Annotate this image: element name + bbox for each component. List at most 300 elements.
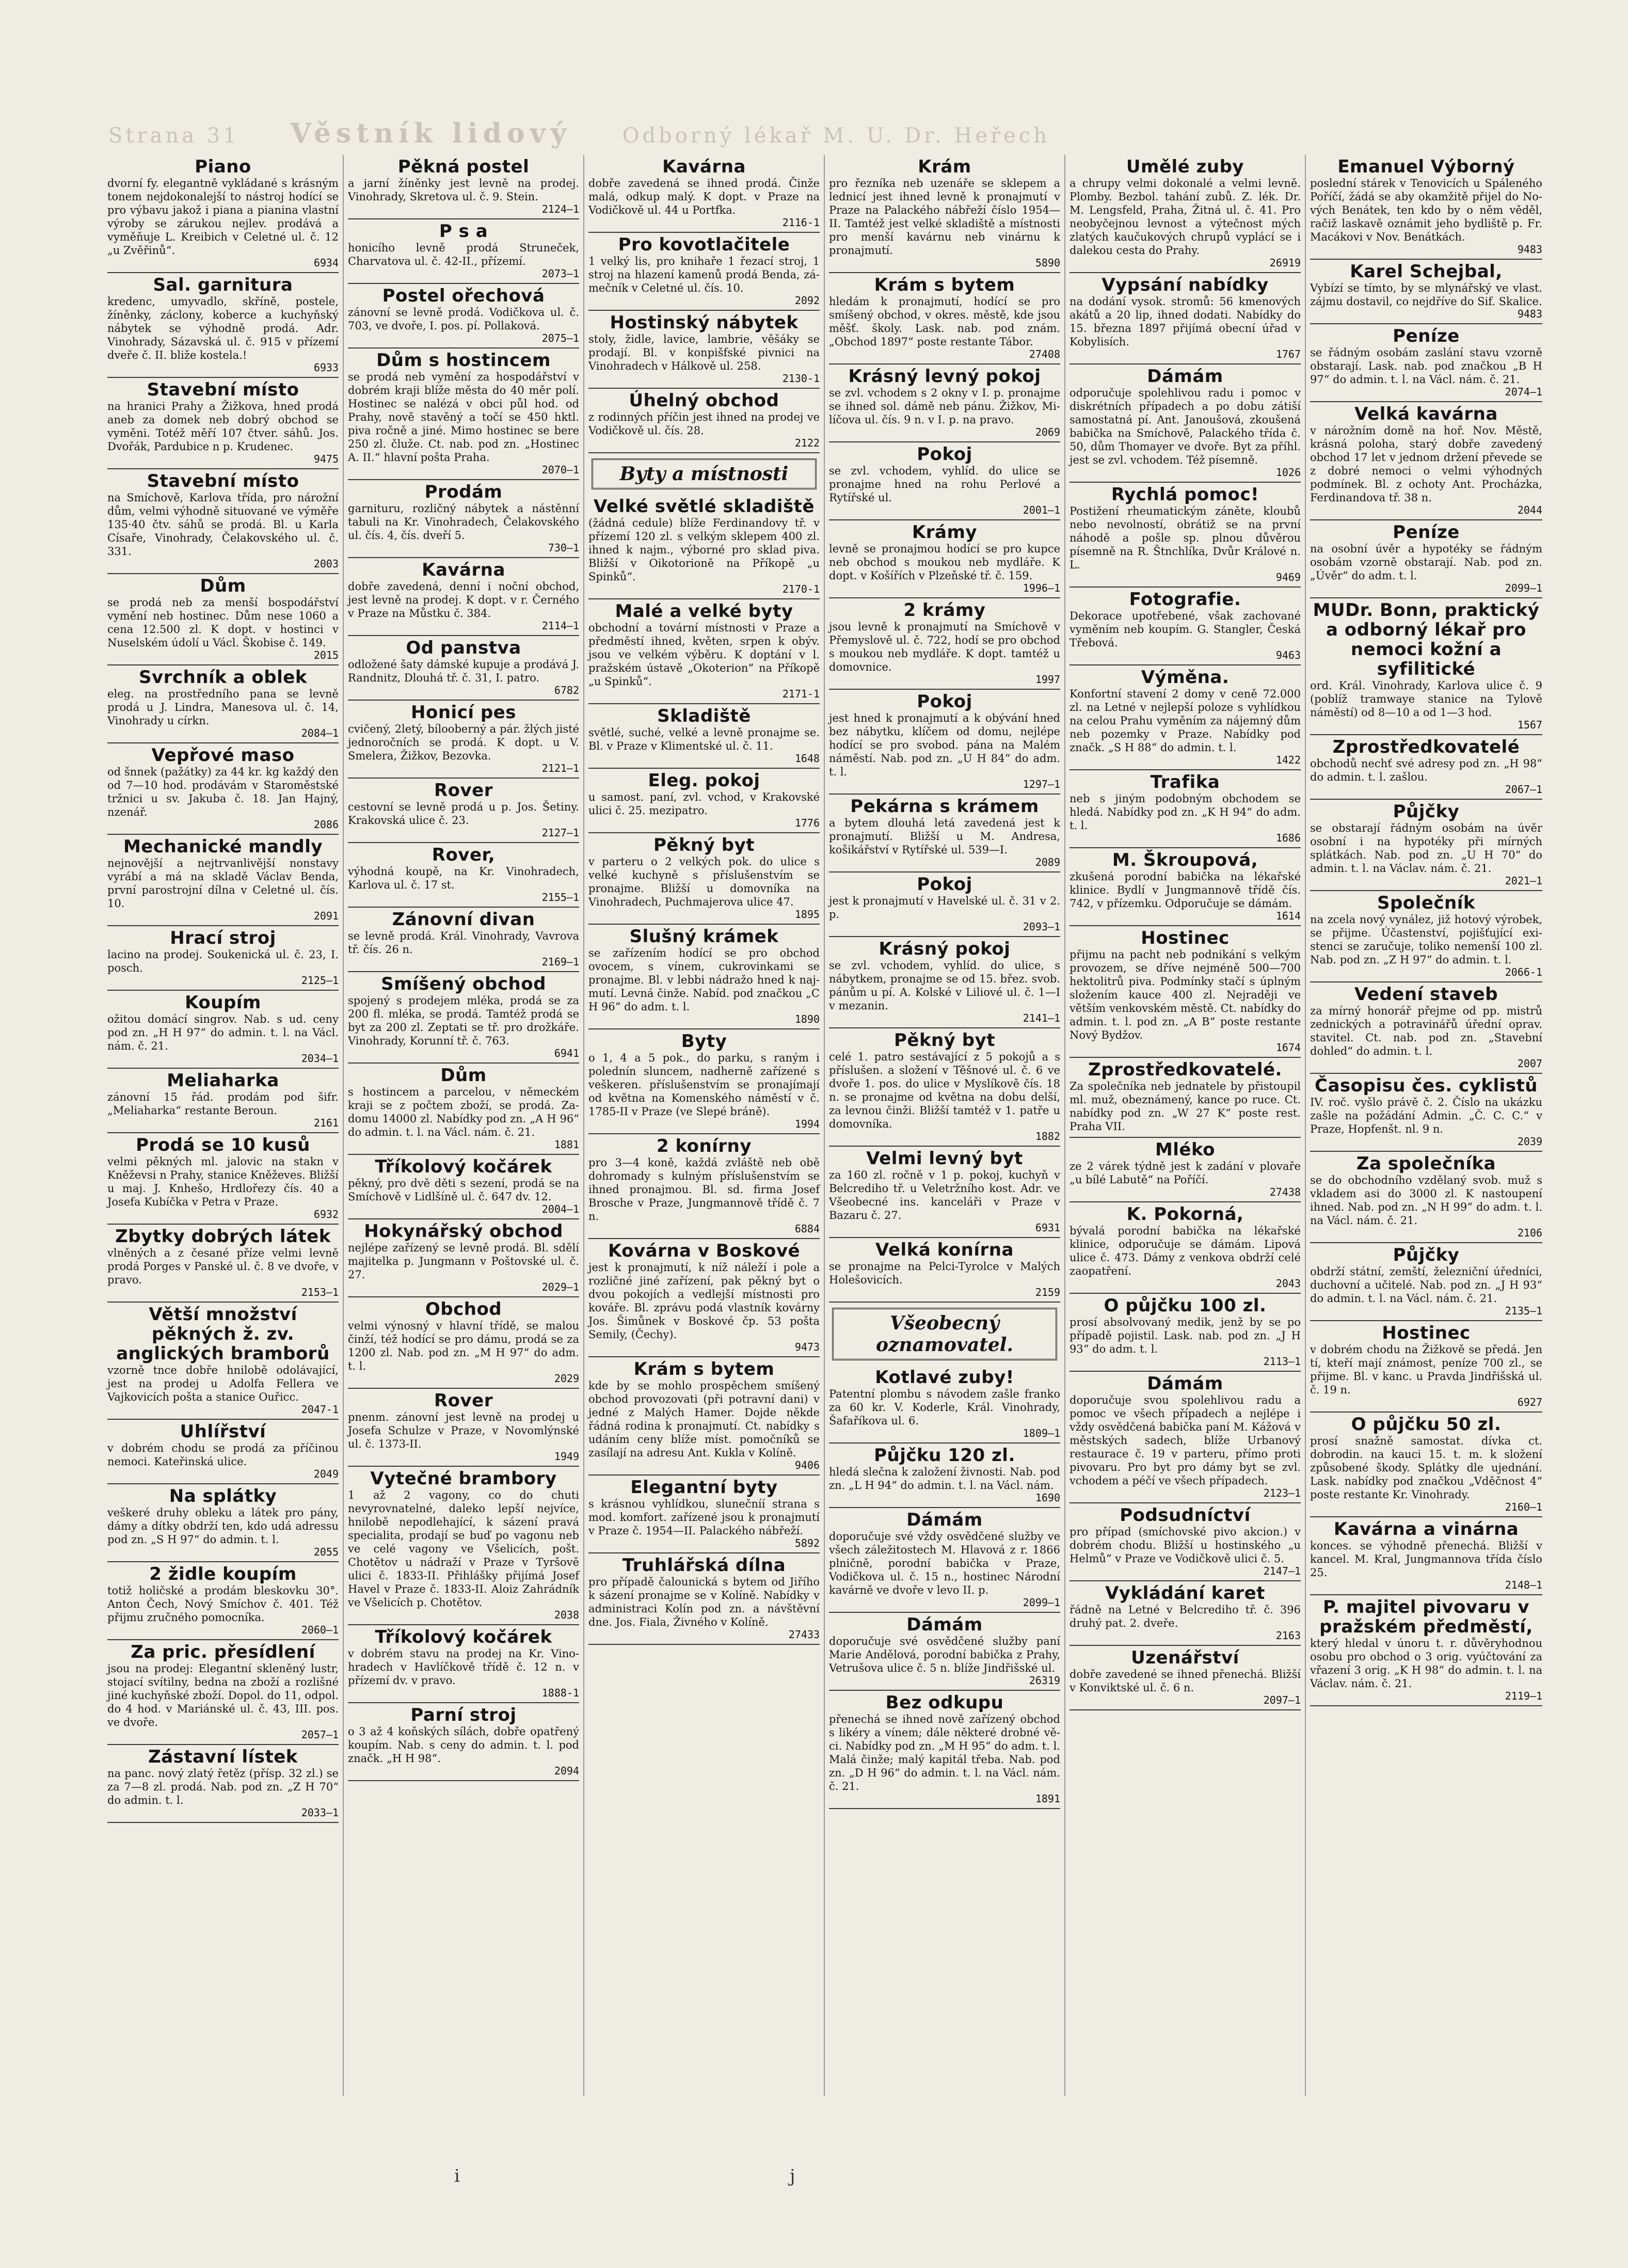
ad-headline: Uzenářství <box>1131 1647 1239 1668</box>
ad-text: cvičený, 2letý, bílooberný a pár. žlých jisté jednoročních se prodá. K dopt. u V. Smelera, Žižkov, Bezovka. <box>348 723 579 762</box>
ad-headline: Trafika <box>1150 772 1220 792</box>
ad-headline: Stavební místo <box>147 471 299 491</box>
classified-ad <box>348 558 579 636</box>
classified-ad <box>1070 155 1301 273</box>
classified-ad <box>1310 324 1542 402</box>
classified-ad <box>1310 402 1542 520</box>
ad-headline: MUDr. Bonn, praktický a odborný lékař pro nemoci kožní a syfilitické <box>1313 600 1540 679</box>
ad-text: velmi pěkných ml. jalovic na stakn v Kněževsi n Prahy, stanice Kněževes. Bližší u maj. J. Knhešo, Hrdlořezy čís. 40 a Josefa Kubíčka v Petra v Praze. <box>107 1155 339 1208</box>
ad-headline: Pekárna s krámem <box>850 796 1039 817</box>
ad-text: Konfortní stavení 2 domy v ceně 72.000 zl. na Letné v nejlepší poloze s vyhlídkou na celou Prahu vyměním za nájemný dům neb pozemky v Praze. Nabídky pod značk. „S H 88“ do admin. t. l. <box>1070 688 1301 754</box>
ad-number: 2043 <box>1275 1277 1301 1290</box>
classified-ad <box>829 873 1060 937</box>
ad-number: 2089 <box>1035 856 1060 868</box>
classified-ad <box>1310 1074 1542 1152</box>
classified-ad <box>348 843 579 908</box>
ad-number: 1614 <box>1275 910 1301 922</box>
classified-ad <box>588 704 820 769</box>
ad-headline: Hrací stroj <box>170 928 276 948</box>
classified-ad <box>348 1064 579 1155</box>
ad-text: dvorní fy. elegantně vykládané s krásným tonem nejdokonalejší to nástroj hodící se pro výbavu jakož i piana a pianina vlastní výroby se zárukou nejlev. prodává a vyměňuje L. Kreibich v Celetné ul. č. 12 „u Zvěřinů“. <box>107 177 339 257</box>
ad-number: 2001—1 <box>1023 504 1060 516</box>
ad-number: 9473 <box>794 1341 820 1353</box>
ad-headline: Honicí pes <box>411 702 516 723</box>
ad-headline: Větší množství pěkných ž. zv. anglických bramborů <box>116 1304 330 1364</box>
ad-text: v dobrém chodu na Žižkově se předá. Jen tí, kteří mají známost, peníze 700 zl., se přijme. Bl. v kanc. u Pravda Jindřišská ul. č. 19 n. <box>1310 1343 1542 1396</box>
classified-ad <box>1070 1294 1301 1372</box>
classified-ad <box>107 1640 339 1745</box>
ad-number: 2159 <box>1035 1286 1060 1298</box>
classified-ad <box>829 273 1060 364</box>
ad-headline: P. majitel pivovaru v pražském předměstí, <box>1319 1597 1533 1637</box>
ad-text: s krásnou vyhlídkou, slunečníí strana s mod. komfort. zařízené jsou k pronajmutí v Praze č. 1954—II. Palackého nábřeží. <box>588 1498 820 1537</box>
ad-number: 6884 <box>794 1223 820 1235</box>
ad-headline: Pokoj <box>917 874 972 895</box>
ad-text: kde by se mohlo prospěchem smíšený obchod provozovati (při potravní dani) v jedné z Malých Hamer. Dojde někde řádná rodina k pronajmutí. Ct. nabídky s udáním ceny blíže míst. pomočníků se zasílají na adresu Ant. Kukla v Kolíně. <box>588 1379 820 1459</box>
ad-headline: Tříkolový kočárek <box>375 1156 552 1177</box>
ad-number: 2127—1 <box>541 827 579 839</box>
classified-ad <box>829 155 1060 273</box>
classified-ad <box>1310 891 1542 982</box>
ad-headline: Sal. garnitura <box>153 275 293 295</box>
ad-headline: Pěkná postel <box>397 156 530 177</box>
ad-text: konces. se výhodně přenechá. Bližší v kancel. M. Kral, Jungmannova třída číslo 25. <box>1310 1540 1542 1579</box>
classified-ad <box>348 908 579 972</box>
ad-number: 2003 <box>313 558 339 570</box>
classified-ad <box>588 833 820 925</box>
column-1 <box>103 155 344 2096</box>
ad-number: 2106 <box>1517 1227 1542 1239</box>
classified-ad <box>588 155 820 233</box>
classified-ad <box>829 1613 1060 1691</box>
ad-text: se zvl. vchodem, vyhlíd. do ulice se pronajme hned na rohu Perlové a Rytířské ul. <box>829 465 1060 504</box>
ad-text: bývalá porodní babička na lékařské klinice, odporučuje se dámám. Lipová ulice č. 473. Dámy z venkova obdrží celé zaopatření. <box>1070 1225 1301 1277</box>
classified-ad <box>1070 1503 1301 1581</box>
classified-ad <box>348 779 579 843</box>
ad-number: 1809—1 <box>1023 1427 1060 1439</box>
classified-ad <box>1310 1595 1542 1706</box>
classified-ad <box>107 665 339 743</box>
classified-ad <box>107 1484 339 1562</box>
ad-headline: Pěkný byt <box>893 1030 996 1051</box>
classified-ad <box>829 1508 1060 1613</box>
ad-text: na osobní úvěr a hypotéky se řádným osobám vzorně obstarají. Nab. pod zn. „Úvěr“ do adm. t. l. <box>1310 543 1542 582</box>
classified-ad <box>348 219 579 284</box>
classified-ad <box>1310 520 1542 598</box>
ad-headline: Dům <box>440 1065 487 1086</box>
ad-number: 2147—1 <box>1263 1565 1301 1577</box>
ad-number: 2039 <box>1517 1135 1542 1148</box>
ad-text: v dobrém stavu na prodej na Kr. Vinohradech v Havlíčkově třídě č. 12 n. v přízemí dv. v pravo. <box>348 1647 579 1687</box>
ad-number: 2038 <box>554 1609 579 1621</box>
ad-number: 2099—1 <box>1023 1596 1060 1609</box>
ad-text: se prodá neb vymění za hospodářství v dobrém kraji blíže města do 40 měr polí. Hostinec se nalézá v obci půl hod. od Prahy, nově stavěný a točí se 450 hktl. piva ročně a jiné. Mimo hostinec se bere 250 zl. čluže. Ct. nab. pod zn. „Hostinec A. II.“ hlavní pošta Praha. <box>348 371 579 464</box>
classified-ad <box>588 233 820 311</box>
classified-ad <box>829 442 1060 520</box>
ad-number: 6927 <box>1517 1396 1542 1408</box>
ad-headline: Kovárna v Boskové <box>608 1241 801 1261</box>
ad-text: odložené šaty dámské kupuje a prodává J. Randnitz, Dlouhá tř. č. 31, I. patro. <box>348 658 579 684</box>
ad-text: v nárožním domě na hoř. Nov. Městě, krásná poloha, starý dobře zavedený obchod 17 let v jednom držení převede se z dobré nemoci o velmi výhodných podmínek. Bl. z ochoty Ant. Procházka, Ferdinandova tř. 38 n. <box>1310 424 1542 504</box>
ad-headline: Krám <box>918 156 971 177</box>
classified-ad <box>588 599 820 704</box>
ad-headline: Krásný pokoj <box>879 939 1011 959</box>
header-title: Věstník lidový <box>290 118 572 149</box>
section-heading: Byty a místnosti <box>592 458 817 489</box>
ad-headline: Vykládání karet <box>1105 1583 1265 1604</box>
ad-headline: Krámy <box>912 522 978 543</box>
classified-ad <box>829 1238 1060 1303</box>
ad-text: doporučuje své vždy osvědčené služby ve všech záležitostech M. Hlavová z r. 1866 plničně, porodní babička v Praze, Vodičkova ul. č. 15 n., hostinec Národní kavárně ve dvoře v levo II. p. <box>829 1530 1060 1596</box>
classified-ad <box>1310 800 1542 891</box>
ad-number: 2029—1 <box>541 1281 579 1293</box>
ad-number: 2097—1 <box>1263 1694 1301 1706</box>
ad-headline: Pokoj <box>917 444 972 465</box>
classified-ad <box>829 1444 1060 1508</box>
ad-text: Dekorace upotřebené, však zachované vyměním neb koupím. G. Stangler, Česká Třebová. <box>1070 610 1301 649</box>
classified-ad <box>829 1691 1060 1809</box>
classified-ad <box>107 991 339 1069</box>
ad-number: 2073—1 <box>541 267 579 280</box>
ad-text: se levně prodá. Král. Vinohrady, Vavrova tř. čís. 26 n. <box>348 930 579 956</box>
classified-ad <box>107 1069 339 1133</box>
ad-number: 2148—1 <box>1505 1579 1542 1591</box>
classified-ad <box>1310 598 1542 735</box>
classified-ad <box>348 972 579 1064</box>
ad-headline: Slušný krámek <box>629 926 779 947</box>
ad-number: 2007 <box>1517 1057 1542 1070</box>
ad-text: pro případ (smíchovské pivo akcion.) v dobrém chodu. Bližší u hostinského „u Helmů“ v Praze ve Vodičkově ulici č. 5. <box>1070 1526 1301 1565</box>
ad-number: 1686 <box>1275 832 1301 844</box>
classified-ad <box>1310 1243 1542 1321</box>
classified-ad <box>348 636 579 701</box>
ad-headline: Vepřové maso <box>151 745 295 766</box>
header-ad-banner: Odborný lékař M. U. Dr. Heřech <box>622 124 1050 148</box>
ad-headline: Pokoj <box>917 691 972 712</box>
classified-ad <box>348 155 579 219</box>
ad-number: 2033—1 <box>301 1806 339 1819</box>
ad-text: poslední stárek v Tenovicích u Spáleného Poříčí, žádá se aby okamžitě přijel do Nových Benátek, ten kdo by o něm věděl, račiž laskavě oznámit jeho bydliště p. Fr. Macákovi v Nov. Benátkách. <box>1310 177 1542 243</box>
ad-text: odporučuje spolehlivou radu i pomoc v diskrétních případech a po dobu zátiší samostatná pí. Ant. Janoušová, zkoušená babička na Smíchově, Palackého třída č. 50, dům Thomayer ve dvoře. Byt za příhl. jest se zvl. vchodem. Též písemně. <box>1070 387 1301 466</box>
ad-number: 9483 <box>1517 243 1542 256</box>
ad-headline: Dámám <box>1147 1373 1223 1394</box>
ad-number: 2171-1 <box>782 688 820 700</box>
ad-text: se prodá neb za menší bospodářství vymění neb hostinec. Dům nese 1060 a cena 12.500 zl. K dopt. v hostinci v Nuselském údolí u Václ. Škobise č. 149. <box>107 596 339 649</box>
ad-headline: Stavební místo <box>147 379 299 400</box>
ad-text: v parteru o 2 velkých pok. do ulice s velké kuchyně s příslušenstvím se pronajme. Bližší u domovníka na Vinohradech, Puchmajerova ulice 47. <box>588 855 820 908</box>
ad-number: 2124—1 <box>541 203 579 215</box>
ad-text: s hostincem a parcelou, v německém kraji se z počtem zboží, se prodá. Zadomu 14000 zl. Nabídky pod zn. „A H 96“ do admin. t. l. na Václ. nám. č. 21. <box>348 1086 579 1138</box>
classified-ad <box>348 348 579 480</box>
ad-number: 1648 <box>794 752 820 765</box>
classified-ad <box>348 284 579 348</box>
ad-number: 2160—1 <box>1505 1501 1542 1513</box>
ad-text: dobře zavedená, denní i noční obchod, jest levně na prodej. K dopt. v r. Černého v Praze na Můstku č. 384. <box>348 580 579 620</box>
ad-text: honicího levně prodá Struneček, Charvatova ul. č. 42-II., přízemí. <box>348 242 579 267</box>
column-3 <box>584 155 825 2096</box>
ad-number: 2116-1 <box>782 216 820 229</box>
ad-text: od šnnek (pažátky) za 44 kr. kg každý den od 7—10 hod. prodávám v Staroměstské tržnici u sv. Jakuba č. 18. Jan Hajný, nzenář. <box>107 766 339 818</box>
ad-headline: Zbytky dobrých látek <box>115 1226 331 1247</box>
ad-headline: Společník <box>1377 893 1476 913</box>
ad-text: velmi výnosný v hlavní třídě, se malou činží, též hodící se pro dámu, prodá se za 1200 zl. Nab. pod zn. „M H 97“ do adm. t. l. <box>348 1320 579 1372</box>
ad-text: doporučuje svou spolehlivou radu a pomoc ve všech případech a nejlépe i vždy osvědčená babička paní M. Kážová v městských sadech, blíže Urbanový restaurace č. 19 v parteru, přímo proti pivovaru. Pro byt pro dámy byt se zvl. vchodem a péčí ve všech případech. <box>1070 1394 1301 1487</box>
ad-number: 2123—1 <box>1263 1487 1301 1499</box>
ad-number: 2155—1 <box>541 891 579 903</box>
ad-headline: Kavárna <box>422 560 505 580</box>
ad-number: 2094 <box>554 1765 579 1777</box>
ad-number: 9469 <box>1275 571 1301 583</box>
ad-text: doporučuje své osvědčené služby paní Marie Andělová, porodní babička z Prahy, Vetrušova ulice č. 5 n. blíže Jindřišské ul. <box>829 1635 1060 1674</box>
ad-headline: Vedení staveb <box>1354 984 1498 1005</box>
classified-ad <box>1070 483 1301 588</box>
ad-headline: Fotografie. <box>1129 589 1241 610</box>
ad-number: 2169—1 <box>541 956 579 968</box>
ad-text: na zcela nový vynález, již hotový výrobek, se přijme. Účastenství, pojišťující existenci se zaručuje, toliko nemenší 100 zl. Nab. pod zn. „Z H 97“ do admin. t. l. <box>1310 913 1542 966</box>
ad-headline: Kavárna a vinárna <box>1333 1519 1519 1540</box>
classified-ad <box>107 378 339 469</box>
ad-number: 2047-1 <box>301 1403 339 1416</box>
ad-headline: Na splátky <box>169 1486 277 1506</box>
ad-number: 9483 <box>1517 308 1542 320</box>
ad-headline: Malé a velké byty <box>615 601 793 622</box>
classified-ad <box>829 937 1060 1028</box>
classified-ad <box>1310 1413 1542 1517</box>
ad-headline: Dámám <box>1147 366 1223 387</box>
ad-headline: Pro kovotlačitele <box>618 234 790 255</box>
ad-text: obdrží státní, zemští, železniční úředníci, duchovní a učitelé. Nab. pod zn. „J H 93“ do admin. t. l. na Václ. nám. č. 21. <box>1310 1265 1542 1305</box>
ad-text: se řádným osobám zaslání stavu vzorně obstarají. Lask. nab. pod značkou „B H 97“ do admin. t. l. na Václ. nám. č. 21. <box>1310 346 1542 386</box>
ad-number: 2086 <box>313 818 339 831</box>
ad-number: 9463 <box>1275 649 1301 661</box>
ad-text: nejnovější a nejtrvanlivější nonstavy vyrábí a má na skladě Václav Benda, první parostrojní dílna v Celetné ul. čís. 10. <box>107 857 339 910</box>
classified-ad <box>588 495 820 599</box>
ad-headline: Uhlířství <box>180 1421 266 1442</box>
column-4 <box>825 155 1065 2096</box>
ad-text: jsou levně k pronajmutí na Smíchově v Přemyslově ul. č. 722, hodí se pro obchod s moukou neb mydláře. K dopt. tamtéž u domovnice. <box>829 621 1060 673</box>
ad-headline: 2 židle koupím <box>149 1564 297 1584</box>
classified-ad <box>829 598 1060 690</box>
classified-ad <box>588 1553 820 1645</box>
ad-text: Vybízí se tímto, by se mlynářský ve vlast. zájmu dostavil, co nejdříve do Sif. Skalice. <box>1310 282 1542 308</box>
ad-headline: Výměna. <box>1141 667 1230 688</box>
ad-number: 6931 <box>1035 1222 1060 1234</box>
ad-text: prosí snažně samostat. dívka ct. dobrodin. na kauci 15. t. m. k složení způsobené škody. Splátky dle ujednání. Lask. nabídky pod značkou „Vděčnost 4“ poste restante Kr. Vinohrady. <box>1310 1435 1542 1501</box>
classified-ad <box>348 1219 579 1297</box>
ad-headline: Byty <box>681 1031 727 1052</box>
ad-text: se pronajme na Pelci-Tyrolce v Malých Holešovicích. <box>829 1260 1060 1286</box>
ad-number: 2161 <box>313 1117 339 1129</box>
ad-text: vlněných a z česané příze velmi levně prodá Porges v Panské ul. č. 8 ve dvoře, v pravo. <box>107 1247 339 1286</box>
ad-text: Za společníka neb jednatele by přistoupil ml. muž, obeznámený, kance po ruce. Ct. nabídky pod zn. „W 27 K“ poste rest. Praha VII. <box>1070 1080 1301 1133</box>
classified-ad <box>107 1303 339 1420</box>
ad-number: 2060—1 <box>301 1624 339 1636</box>
column-6 <box>1306 155 1546 2096</box>
ad-number: 2091 <box>313 910 339 922</box>
ad-number: 2075—1 <box>541 332 579 344</box>
ad-text: přenechá se ihned nově zařízený obchod s likéry a vínem; dále některé drobné věci. Nabídky pod zn. „M H 95“ do adm. t. l. Malá činže; malý kapitál třeba. Nab. pod zn. „D H 96“ do admin. t. l. na Václ. nám. č. 21. <box>829 1713 1060 1793</box>
ad-number: 27433 <box>788 1628 820 1641</box>
ad-number: 2093—1 <box>1023 921 1060 933</box>
classified-ad <box>107 1562 339 1640</box>
ad-number: 27438 <box>1269 1186 1301 1198</box>
ad-headline: Rover, <box>432 845 496 865</box>
ad-text: se do obchodního vzdělaný svob. muž s vkladem asi do 3000 zl. K nastoupení ihned. Nab. pod zn. „N H 99“ do adm. t. l. na Václ. nám. č. 21. <box>1310 1174 1542 1227</box>
ad-headline: Dům s hostincem <box>376 350 551 371</box>
ad-number: 9406 <box>794 1459 820 1471</box>
ad-headline: Dámám <box>906 1614 983 1635</box>
ad-number: 2114—1 <box>541 620 579 632</box>
classified-ad <box>829 520 1060 598</box>
ad-text: zánovní 15 řád. prodám pod šifr. „Meliaharka“ restante Beroun. <box>107 1091 339 1117</box>
ad-number: 1776 <box>794 817 820 829</box>
classified-ad <box>107 926 339 991</box>
ad-number: 2070—1 <box>541 464 579 476</box>
ad-text: levně se pronajmou hodící se pro kupce neb obchod s moukou neb mydláře. K dopt. v Košířích v Plzeňské tř. č. 159. <box>829 543 1060 582</box>
classified-ad <box>1070 1202 1301 1294</box>
ad-number: 1767 <box>1275 348 1301 360</box>
ad-headline: Zástavní lístek <box>148 1747 298 1767</box>
ad-headline: Smíšený obchod <box>381 974 546 994</box>
ad-headline: Kotlavé zuby! <box>875 1367 1014 1388</box>
ad-text: ord. Král. Vinohrady, Karlova ulice č. 9 (poblíž tramwaye stanice na Tylově náměstí) od 8—10 a od 1—3 hod. <box>1310 679 1542 719</box>
classified-ad <box>107 273 339 378</box>
classified-ad <box>1070 588 1301 665</box>
ad-headline: Půjčky <box>1393 801 1460 822</box>
ad-headline: 2 krámy <box>903 600 986 621</box>
ad-headline: Postel ořechová <box>382 286 545 306</box>
classified-ad <box>1310 982 1542 1074</box>
ad-text: a chrupy velmi dokonalé a velmi levně. Plomby. Bezbol. tahání zubů. Z. lék. Dr. M. Lengsfeld, Praha, Žitná ul. č. 41. Pro neobyčejnou levnost a výtečnost mých zlatých kaučukových chrupů vyplácí se i dalekou cesta do Prahy. <box>1070 177 1301 257</box>
ad-headline: P s a <box>439 221 488 242</box>
classified-ad <box>829 1028 1060 1147</box>
ad-text: na dodání vysok. stromů: 56 kmenových akátů a 20 lip, ihned dodati. Nabídky do 15. března 1897 přijímá obecní úřad v Kobylisích. <box>1070 295 1301 348</box>
ad-headline: Od panstva <box>406 638 521 658</box>
ad-text: o 1, 4 a 5 pok., do parku, s raným i polednín sluncem, nadherně zařízené s veškeren. příslušenstvím se pronajímají od května na Komenského náměstí v č. 1785-II v Praze (ve Slepé bráně). <box>588 1052 820 1118</box>
ad-text: zkušená porodní babička na lékařské klinice. Bydlí v Jungmannově třídě čís. 742, v přízemku. Odporučuje se dámám. <box>1070 870 1301 910</box>
ad-number: 2049 <box>313 1468 339 1480</box>
classified-ad <box>107 155 339 273</box>
ad-text: se zvl. vchodem, vyhlíd. do ulice, s nábytkem, pronajme se od 15. břez. svob. pánům u pí. A. Kolské v Liliové ul. č. 1—I v mezanin. <box>829 959 1060 1012</box>
classified-ad <box>588 1476 820 1553</box>
ad-text: veškeré druhy obleku a látek pro pány, dámy a dítky obdrží ten, kdo udá adressu pod zn. „S H 97“ do admin. t. l. <box>107 1506 339 1546</box>
ad-text: 1 až 2 vagony, co do chuti nevyrovnatelné, daleko lepší nejvíce, hnilobě nepodlehající, k sázení pravá specialita, prodají se buď po vagonu neb ve celé vagony ve Všelicích, pošt. Chotětov u nádraží v Praze v Tyršově ulici č. 1833-II. Přihlášky přijímá Josef Havel v Praze č. 1833-II. Aloiz Zahrádník ve Všelicích p. Chotětov. <box>348 1489 579 1609</box>
ad-text: obchodní a tovární místnosti v Praze a předměstí ihned, květen, srpen k obýv. jsou ve velkém výběru. K doptání v l. pražském ústavě „Okoterion“ na Příkopě „u Spinků“. <box>588 622 820 688</box>
ad-text: přijmu na pacht neb podnikání s velkým provozem, se dříve nejméně 500—700 hektolitrů piva. Podmínky stačí s úplným složením kauce 400 zl. Nejraději ve větším venkovském městě. Ct. nabídky do admin. t. l. pod zn. „A B“ poste restante Nový Bydžov. <box>1070 948 1301 1041</box>
ad-number: 2084—1 <box>301 727 339 739</box>
page-mark-right: j <box>790 2166 795 2186</box>
ad-text: dobře zavedené se ihned přenechá. Bližší v Konviktské ul. č. 6 n. <box>1070 1668 1301 1694</box>
ad-text: kredenc, umyvadlo, skříně, postele, žíněnky, záclony, koberce a kuchyňský nábytek se výhodně prodá. Adr. Vinohrady, Sázavská ul. č. 915 v přízemí dveře č. II. bliže kostela.! <box>107 295 339 361</box>
ad-headline: Časopisu čes. cyklistů <box>1315 1075 1538 1096</box>
ad-text: pro řezníka neb uzenáře se sklepem a lednicí jest ihned levně k pronajmutí v Praze na Palackého nábřeží číslo 1954—II. Tamtéž jest velké skladiště a místnosti pro menší kavárnu neb vinárnu k pronajmutí. <box>829 177 1060 257</box>
ad-number: 5890 <box>1035 257 1060 269</box>
ad-text: spojený s prodejem mléka, prodá se za 200 fl. mléka, se prodá. Tamtéž prodá se byt za 200 zl. Zeptati se tř. pro drožkáře. Vinohrady, Korunní tř. č. 763. <box>348 994 579 1047</box>
classified-ad <box>1070 665 1301 770</box>
ad-headline: Umělé zuby <box>1126 156 1244 177</box>
ad-headline: M. Škroupová, <box>1112 850 1258 870</box>
ad-number: 6932 <box>313 1208 339 1220</box>
ad-headline: Vytečné brambory <box>370 1468 557 1489</box>
classified-ad <box>829 690 1060 795</box>
ad-number: 1690 <box>1035 1492 1060 1504</box>
ad-headline: Půjčku 120 zl. <box>874 1445 1015 1466</box>
ad-headline: Truhlářská dílna <box>622 1555 786 1576</box>
classified-ad <box>1070 1058 1301 1138</box>
ad-text: se zvl. vchodem s 2 okny v I. p. pronajme se ihned sol. dámě neb pánu. Žižkov, Milíčova ul. čís. 9 n. v I. p. na pravo. <box>829 387 1060 426</box>
ad-number: 6782 <box>554 684 579 696</box>
ad-text: který hledal v únoru t. r. důvěryhodnou osobu pro obchod o 3 orig. vyúčtování za vřazení 3 orig. „K H 98“ do admin. t. l. na Václav. nám. č. 21. <box>1310 1637 1542 1690</box>
ad-text: prosí absolvovaný medik, jenž by se po případě pojistil. Lask. nab. pod zn. „J H 93“ do adm. t. l. <box>1070 1316 1301 1355</box>
page-header <box>108 118 1533 149</box>
ad-text: na panc. nový zlatý řetěz (přísp. 32 zl.) se za 7—8 zl. prodá. Nab. pod zn. „Z H 70“ do admin. t. l. <box>107 1767 339 1806</box>
ad-text: cestovní se levně prodá u p. Jos. Šetiny. Krakovská ulice č. 23. <box>348 801 579 827</box>
ad-text: za mírný honorář přejme od pp. mistrů zednických a potravinářů úřední oprav. stavitel. Ct. nab. pod zn. „Stavební dohled“ do admin. t. l. <box>1310 1005 1542 1057</box>
classified-ad <box>1310 1517 1542 1595</box>
ad-text: jest hned k pronajmutí a k obývání hned bez nábytku, klíčem od domu, nejlépe hodící se pro svobod. pána na Malém náměstí. Nab. pod zn. „U H 84“ do adm. t. l. <box>829 712 1060 778</box>
ad-number: 2113—1 <box>1263 1355 1301 1368</box>
ad-text: (žádná cedule) blíže Ferdinandovy tř. v přízemí 120 zl. s velkým sklepem 400 zl. ihned k najm., výborné pro sklad piva. Bližší v Oikotorioně na Příkopě „u Spinků“. <box>588 517 820 583</box>
ad-headline: Svrchník a oblek <box>139 667 307 688</box>
classified-ad <box>348 1297 579 1389</box>
ad-headline: Rover <box>434 780 493 801</box>
ad-text: jest k pronajmutí, k níž náleží i pole a rozličné jiné zařízení, pak pěkný byt o dvou pokojích a vedlejší místnosti pro kováře. Bl. zprávu podá vlastník kovárny Jos. Šimůnek v Boskové čp. 53 pošta Semily, (Čechy). <box>588 1261 820 1341</box>
ad-headline: Vypsání nabídky <box>1102 275 1269 295</box>
ad-text: hledá slečna k založení živnosti. Nab. pod zn. „L H 94“ do admin. t. l. na Václ. nám. <box>829 1466 1060 1492</box>
ad-number: 2015 <box>313 649 339 661</box>
ad-headline: Velká kavárna <box>1354 404 1498 424</box>
classified-ad <box>107 835 339 926</box>
ad-number: 1997 <box>1035 673 1060 686</box>
ad-number: 2069 <box>1035 426 1060 438</box>
ad-headline: Peníze <box>1393 326 1460 346</box>
classified-ad <box>348 1625 579 1703</box>
ad-number: 2092 <box>794 294 820 307</box>
page-mark-left: i <box>454 2166 460 2186</box>
ad-text: hledám k pronajmutí, hodící se pro smíšený obchod, v okres. městě, kde jsou měšť. školy. Lask. nab. pod znám. „Obchod 1897“ poste restante Tábor. <box>829 295 1060 348</box>
ad-number: 2163 <box>1275 1629 1301 1642</box>
ad-number: 2141—1 <box>1023 1012 1060 1024</box>
classified-ad <box>588 925 820 1029</box>
ad-headline: Krásný levný pokoj <box>848 366 1041 387</box>
classified-ad <box>107 574 339 665</box>
classified-ad <box>1310 735 1542 800</box>
classified-ad <box>1310 260 1542 324</box>
ad-headline: Rover <box>434 1390 493 1411</box>
ad-text: pnenm. zánovní jest levně na prodej u Josefa Schulze v Praze, v Novomlýnské ul. č. 1373-II. <box>348 1411 579 1450</box>
ad-number: 6941 <box>554 1047 579 1059</box>
classified-ad <box>1070 1138 1301 1202</box>
ad-number: 2004—1 <box>541 1203 579 1215</box>
ad-number: 1297—1 <box>1023 778 1060 790</box>
ad-headline: Parní stroj <box>410 1705 517 1725</box>
ad-text: 1 velký lis, pro knihaře 1 řezací stroj, 1 stroj na hlazení kamenů prodá Benda, zámečník v Celetné ul. čís. 10. <box>588 255 820 294</box>
ad-text: dobře zavedená se ihned prodá. Činže malá, odkup malý. K dopt. v Praze na Vodičkově ul. 44 u Portfka. <box>588 177 820 216</box>
classified-ad <box>1070 926 1301 1058</box>
classified-ad <box>107 1745 339 1823</box>
classified-ad <box>1310 1321 1542 1413</box>
ad-headline: Karel Schejbal, <box>1350 261 1503 282</box>
ad-headline: Za pric. přesídlení <box>131 1642 315 1662</box>
ad-headline: Rychlá pomoc! <box>1111 484 1259 505</box>
ad-text: vzorně tnce dobře hnilobě odolávající, jest na prodej u Adolfa Fellera ve Vajkovicích pošta a stanice Ouřicc. <box>107 1364 339 1403</box>
ad-number: 2135—1 <box>1505 1305 1542 1317</box>
ad-text: ze 2 várek týdně jest k zadání v plovaře „u bílé Labutě“ na Poříčí. <box>1070 1160 1301 1186</box>
ad-headline: Emanuel Výborný <box>1337 156 1515 177</box>
classified-ad <box>588 1029 820 1134</box>
ad-number: 1674 <box>1275 1041 1301 1054</box>
ad-text: a bytem dlouhá letá zavedená jest k pronajmutí. Bližší u M. Andresa, košikářství v Rytířské ul. 539—I. <box>829 817 1060 856</box>
